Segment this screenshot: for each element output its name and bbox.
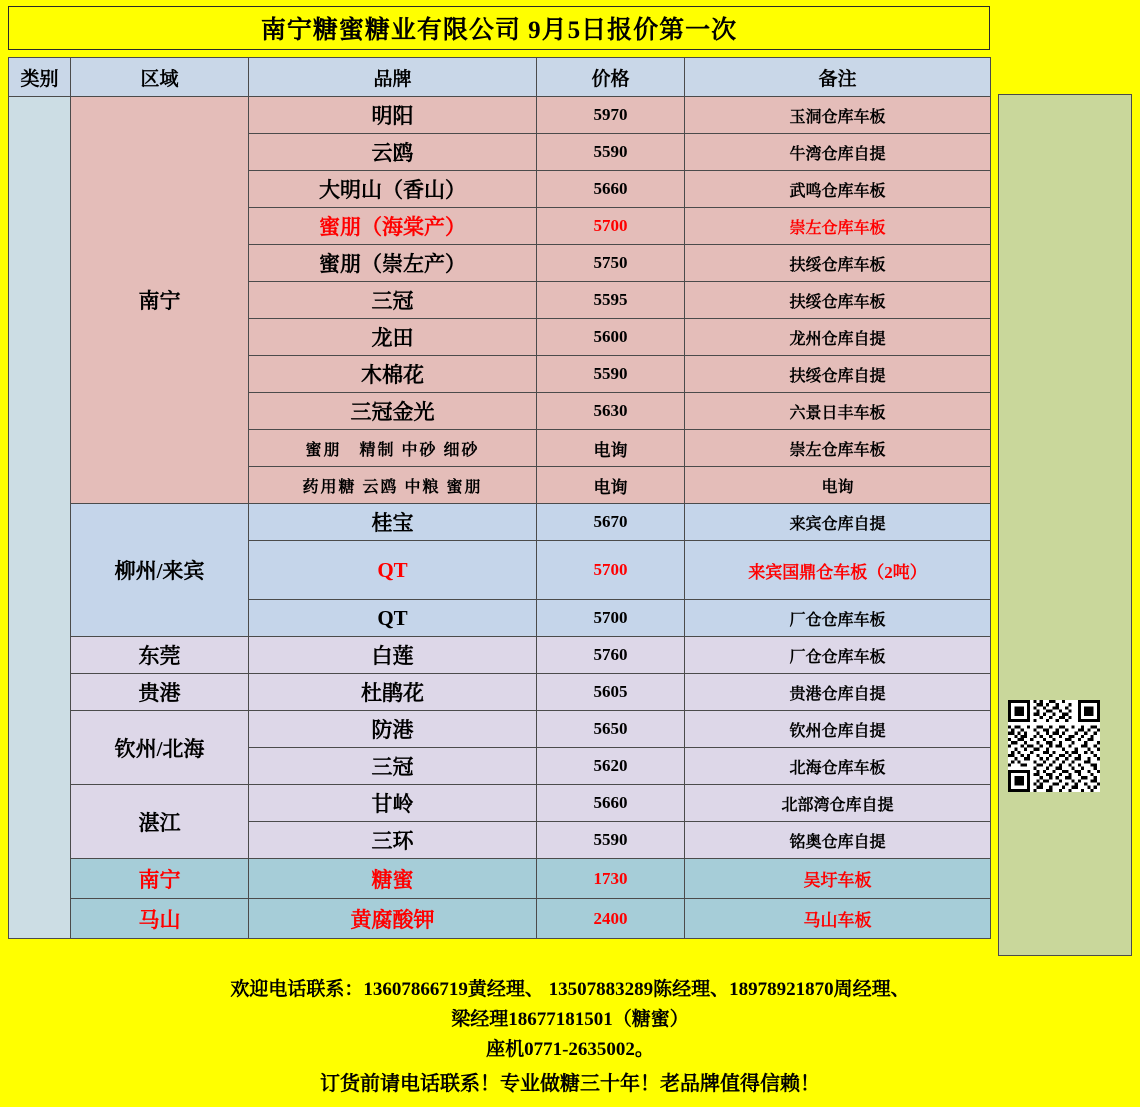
price-cell: 5595: [537, 282, 685, 319]
price-cell: 5700: [537, 541, 685, 600]
footer-line-3: 座机0771-2635002。: [486, 1039, 654, 1060]
price-cell: 电询: [537, 430, 685, 467]
header-region: 区域: [71, 58, 249, 97]
brand-cell: 云鸥: [249, 134, 537, 171]
price-cell: 5590: [537, 134, 685, 171]
note-cell: 龙州仓库自提: [685, 319, 991, 356]
table-row: [9, 637, 991, 674]
table-row: [9, 785, 991, 822]
brand-cell: 蜜朋 精制 中砂 细砂: [249, 430, 537, 467]
brand-cell: 白莲: [249, 637, 537, 674]
price-cell: 5630: [537, 393, 685, 430]
brand-cell: 黄腐酸钾: [249, 899, 537, 939]
brand-cell: 甘岭: [249, 785, 537, 822]
note-cell: 北部湾仓库自提: [685, 785, 991, 822]
table-row: [9, 859, 991, 899]
brand-cell: QT: [249, 600, 537, 637]
table-header-row: [9, 58, 991, 97]
region-cell: 贵港: [71, 674, 249, 711]
side-panel: [998, 94, 1132, 956]
brand-cell: 明阳: [249, 97, 537, 134]
note-cell: 马山车板: [685, 899, 991, 939]
brand-cell: 蜜朋（崇左产）: [249, 245, 537, 282]
table-row: [9, 899, 991, 939]
price-table-wrapper: [8, 57, 990, 939]
region-cell: 马山: [71, 899, 249, 939]
price-cell: 2400: [537, 899, 685, 939]
price-cell: 5660: [537, 171, 685, 208]
header-price: 价格: [537, 58, 685, 97]
region-cell: 南宁: [71, 97, 249, 504]
brand-cell: 大明山（香山）: [249, 171, 537, 208]
footer-line-4: 订货前请电话联系！专业做糖三十年！老品牌值得信赖！: [320, 1073, 820, 1095]
price-table: [8, 57, 991, 939]
price-cell: 5760: [537, 637, 685, 674]
price-cell: 5700: [537, 600, 685, 637]
brand-cell: 防港: [249, 711, 537, 748]
footer-line-2: 梁经理18677181501（糖蜜）: [451, 1009, 689, 1030]
price-cell: 5600: [537, 319, 685, 356]
brand-cell: 蜜朋（海棠产）: [249, 208, 537, 245]
region-cell: 湛江: [71, 785, 249, 859]
header-note: 备注: [685, 58, 991, 97]
note-cell: 玉洞仓库车板: [685, 97, 991, 134]
price-cell: 5700: [537, 208, 685, 245]
page-title: [8, 6, 990, 50]
note-cell: 扶绥仓库车板: [685, 282, 991, 319]
price-cell: 5605: [537, 674, 685, 711]
price-cell: 1730: [537, 859, 685, 899]
brand-cell: 龙田: [249, 319, 537, 356]
category-cell: [9, 97, 71, 939]
left-margin: [0, 0, 8, 1107]
qr-code: [1008, 700, 1100, 792]
note-cell: 来宾仓库自提: [685, 504, 991, 541]
region-cell: 钦州/北海: [71, 711, 249, 785]
price-cell: 5590: [537, 356, 685, 393]
page-title-text: 南宁糖蜜糖业有限公司 9月5日报价第一次: [260, 17, 738, 44]
note-cell: 崇左仓库车板: [685, 430, 991, 467]
qr-code-image: [1008, 700, 1100, 792]
region-cell: 东莞: [71, 637, 249, 674]
footer-contact: [0, 965, 1140, 1107]
price-cell: 电询: [537, 467, 685, 504]
footer-line-1: 欢迎电话联系：13607866719黄经理、 13507883289陈经理、18978921870周经理、: [230, 979, 910, 1000]
price-cell: 5590: [537, 822, 685, 859]
header-category: 类别: [9, 58, 71, 97]
note-cell: 钦州仓库自提: [685, 711, 991, 748]
note-cell: 贵港仓库自提: [685, 674, 991, 711]
note-cell: 扶绥仓库自提: [685, 356, 991, 393]
note-cell: 崇左仓库车板: [685, 208, 991, 245]
note-cell: 北海仓库车板: [685, 748, 991, 785]
brand-cell: 三环: [249, 822, 537, 859]
price-cell: 5750: [537, 245, 685, 282]
note-cell: 扶绥仓库车板: [685, 245, 991, 282]
brand-cell: 三冠: [249, 748, 537, 785]
note-cell: 六景日丰车板: [685, 393, 991, 430]
table-row: [9, 711, 991, 748]
region-cell: 南宁: [71, 859, 249, 899]
price-cell: 5660: [537, 785, 685, 822]
brand-cell: 三冠: [249, 282, 537, 319]
region-cell: 柳州/来宾: [71, 504, 249, 637]
table-row: [9, 504, 991, 541]
price-cell: 5970: [537, 97, 685, 134]
header-brand: 品牌: [249, 58, 537, 97]
note-cell: 牛湾仓库自提: [685, 134, 991, 171]
price-cell: 5670: [537, 504, 685, 541]
note-cell: 厂仓仓库车板: [685, 600, 991, 637]
table-body: [9, 97, 991, 939]
note-cell: 来宾国鼎仓车板（2吨）: [685, 541, 991, 600]
price-cell: 5650: [537, 711, 685, 748]
note-cell: 厂仓仓库车板: [685, 637, 991, 674]
note-cell: 铭奥仓库自提: [685, 822, 991, 859]
brand-cell: 药用糖 云鸥 中粮 蜜朋: [249, 467, 537, 504]
brand-cell: 桂宝: [249, 504, 537, 541]
brand-cell: 木棉花: [249, 356, 537, 393]
note-cell: 电询: [685, 467, 991, 504]
table-row: [9, 97, 991, 134]
note-cell: 武鸣仓库车板: [685, 171, 991, 208]
brand-cell: 糖蜜: [249, 859, 537, 899]
brand-cell: 三冠金光: [249, 393, 537, 430]
brand-cell: 杜鹃花: [249, 674, 537, 711]
price-cell: 5620: [537, 748, 685, 785]
note-cell: 吴圩车板: [685, 859, 991, 899]
table-row: [9, 674, 991, 711]
brand-cell: QT: [249, 541, 537, 600]
